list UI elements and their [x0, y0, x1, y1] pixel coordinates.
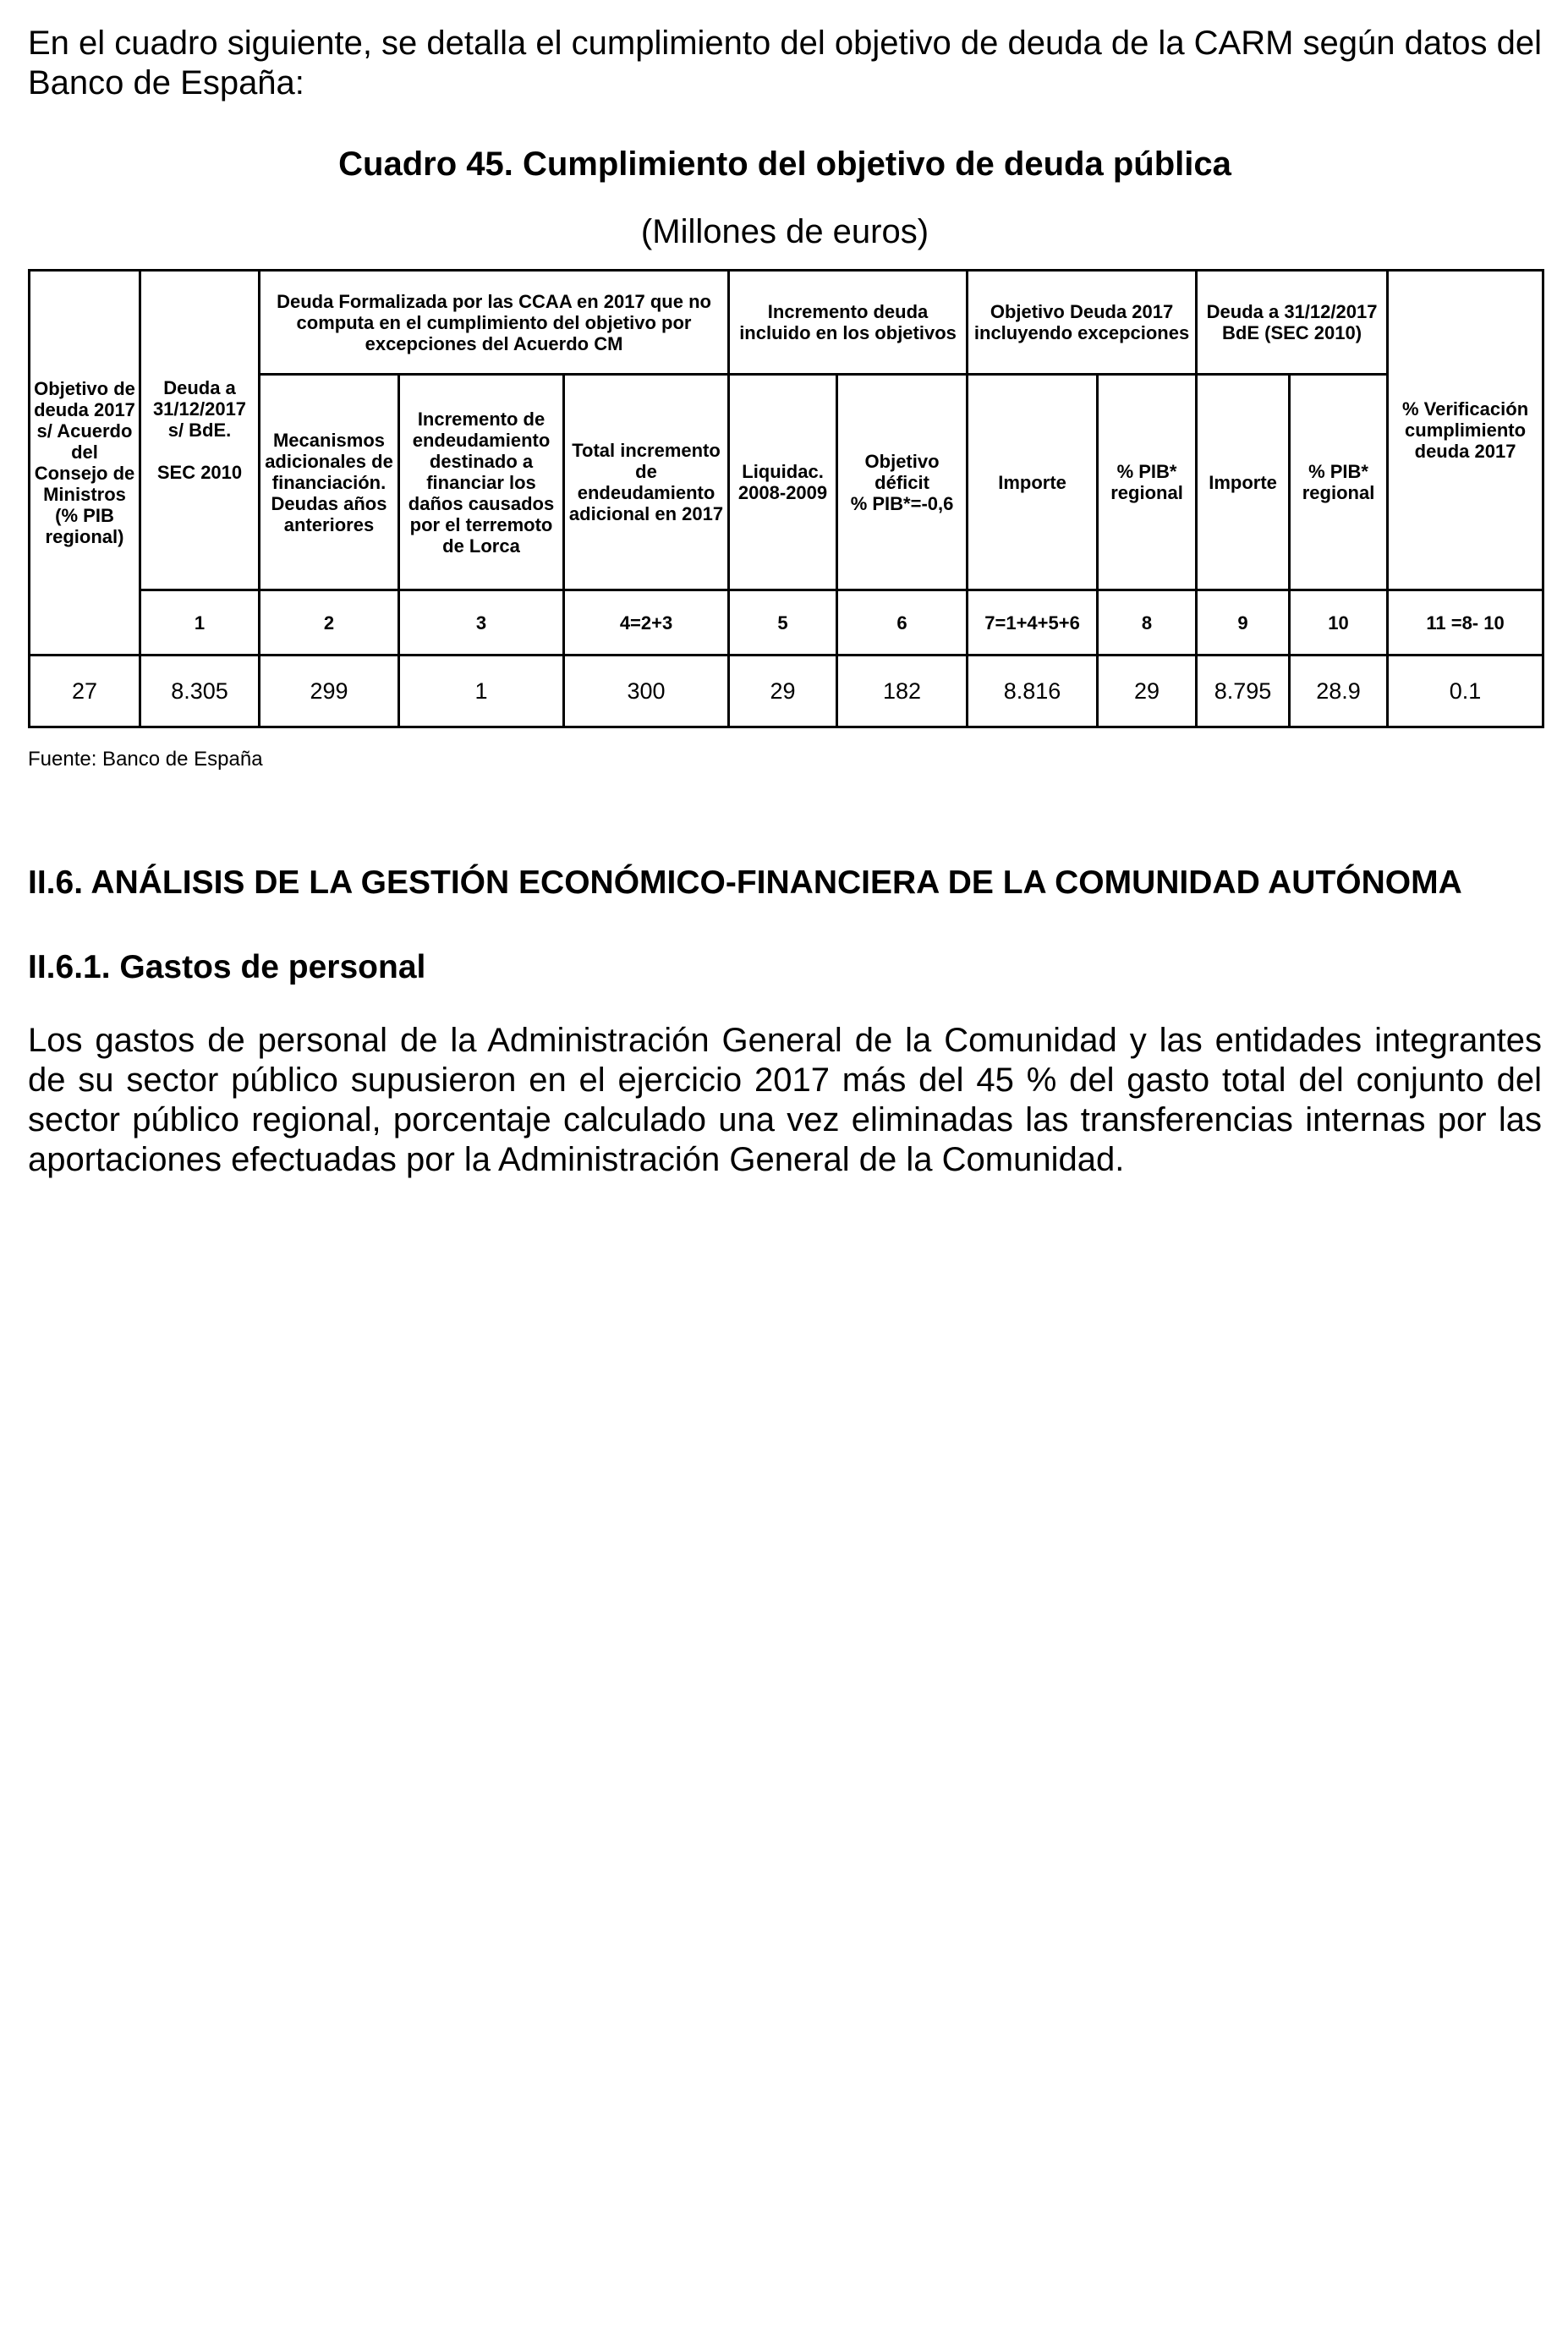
value-cell: 29 — [729, 656, 837, 727]
value-cell: 300 — [564, 656, 729, 727]
value-cell: 182 — [837, 656, 968, 727]
table-index-row — [30, 590, 1543, 656]
index-cell: 5 — [729, 590, 837, 656]
index-cell: 10 — [1290, 590, 1388, 656]
header-mecanismos: Mecanismos adicionales de financiación. Deudas años anteriores — [260, 375, 399, 590]
value-cell: 299 — [260, 656, 399, 727]
header-incremento-deuda: Incremento deuda incluido en los objetivos — [729, 271, 968, 375]
index-cell: 2 — [260, 590, 399, 656]
body-paragraph: Los gastos de personal de la Administración General de la Comunidad y las entidades integrantes de su sector público supusieron en el ejercicio 2017 más del 45 % del gasto total del conjunto del sector público regional, porcentaje calculado una vez eliminadas las transferencias internas por las aportaciones efectuadas por la Administración General de la Comunidad. — [28, 1022, 1542, 1178]
header-deuda-31-12: Deuda a 31/12/2017 s/ BdE. SEC 2010 — [140, 271, 260, 590]
value-cell: 28.9 — [1290, 656, 1388, 727]
value-cell: 8.816 — [968, 656, 1098, 727]
header-deuda-formalizada: Deuda Formalizada por las CCAA en 2017 que no computa en el cumplimiento del objetivo por excepciones del Acuerdo CM — [260, 271, 729, 375]
table-units: (Millones de euros) — [640, 213, 929, 250]
index-cell: 3 — [399, 590, 564, 656]
index-cell: 8 — [1098, 590, 1197, 656]
table-header-row-1 — [30, 271, 1543, 375]
intro-paragraph: En el cuadro siguiente, se detalla el cumplimiento del objetivo de deuda de la CARM según datos del Banco de España: — [28, 25, 1542, 101]
value-cell: 27 — [30, 656, 140, 727]
header-objetivo-deuda: Objetivo de deuda 2017 s/ Acuerdo del Consejo de Ministros (% PIB regional) — [30, 271, 140, 656]
subsection-title: II.6.1. Gastos de personal — [28, 949, 426, 985]
section-title: II.6. ANÁLISIS DE LA GESTIÓN ECONÓMICO-FINANCIERA DE LA COMUNIDAD AUTÓNOMA — [28, 864, 1462, 901]
table-title: Cuadro 45. Cumplimiento del objetivo de deuda pública — [338, 145, 1231, 183]
index-cell: 6 — [837, 590, 968, 656]
header-deuda-bde: Deuda a 31/12/2017 BdE (SEC 2010) — [1197, 271, 1388, 375]
table-value-row — [30, 656, 1543, 727]
value-cell: 8.795 — [1197, 656, 1290, 727]
header-pib-objetivo: % PIB* regional — [1098, 375, 1197, 590]
header-objetivo-deficit: Objetivo déficit % PIB*=-0,6 — [837, 375, 968, 590]
header-liquidac: Liquidac. 2008-2009 — [729, 375, 837, 590]
debt-objective-table — [28, 269, 1544, 728]
header-lorca: Incremento de endeudamiento destinado a financiar los daños causados por el terremoto de Lorca — [399, 375, 564, 590]
header-verificacion: % Verificación cumplimiento deuda 2017 — [1388, 271, 1543, 590]
table-source: Fuente: Banco de España — [28, 748, 263, 771]
value-cell: 29 — [1098, 656, 1197, 727]
value-cell: 8.305 — [140, 656, 260, 727]
value-cell: 1 — [399, 656, 564, 727]
index-cell: 1 — [140, 590, 260, 656]
index-cell: 7=1+4+5+6 — [968, 590, 1098, 656]
header-total-incremento: Total incremento de endeudamiento adicional en 2017 — [564, 375, 729, 590]
header-objetivo-2017: Objetivo Deuda 2017 incluyendo excepciones — [968, 271, 1197, 375]
document-page — [28, 24, 1542, 1214]
index-cell: 9 — [1197, 590, 1290, 656]
header-importe-bde: Importe — [1197, 375, 1290, 590]
header-pib-bde: % PIB* regional — [1290, 375, 1388, 590]
index-cell: 11 =8- 10 — [1388, 590, 1543, 656]
index-cell: 4=2+3 — [564, 590, 729, 656]
value-cell: 0.1 — [1388, 656, 1543, 727]
header-importe-objetivo: Importe — [968, 375, 1098, 590]
